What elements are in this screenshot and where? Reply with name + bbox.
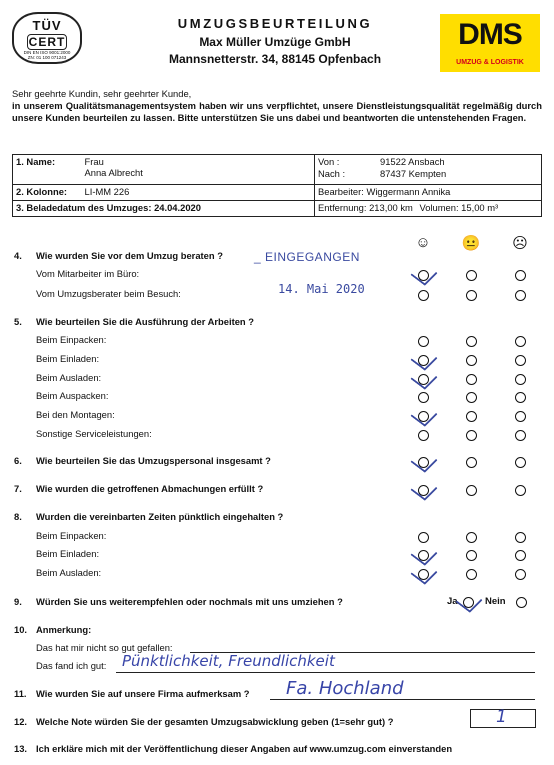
rating-radio-row2-col3[interactable] [515,290,526,301]
question-7: 7. Wie wurden die getroffenen Abmachungen erfüllt ? [14,483,264,494]
rating-radio-row1-col3[interactable] [515,270,526,281]
rating-radio-row8-col3[interactable] [515,430,526,441]
rating-radio-row7-col3[interactable] [515,411,526,422]
rating-radio-row8-col1[interactable] [418,430,429,441]
intro-text [12,88,542,124]
name-cell: 1. Name: Frau Anna Albrecht [13,155,315,185]
question-11: 11. Wie wurden Sie auf unsere Firma aufmerksam ? [14,688,250,699]
distance-cell [315,201,542,217]
q5-item-ausladen: Beim Ausladen: [36,372,102,383]
dms-logo-sub: UMZUG & LOGISTIK [456,59,524,66]
rating-radio-row8-col2[interactable] [466,430,477,441]
datum-cell: 3. Beladedatum des Umzuges: 24.04.2020 [13,201,315,217]
distance-value: Entfernung: 213,00 km [318,202,413,213]
rating-radio-row9-col2[interactable] [466,457,477,468]
greeting: Sehr geehrte Kundin, sehr geehrter Kunde, [12,88,192,99]
question-8: 8. Wurden die vereinbarten Zeiten pünktlich eingehalten ? [14,511,284,522]
rating-radio-row4-col1[interactable] [418,355,429,366]
question-9: 9. Würden Sie uns weiterempfehlen oder nochmals mit uns umziehen ? [14,596,343,607]
tuv-cert-seal [12,12,82,64]
cert-word: CERT [28,35,66,49]
rating-radio-row11-col3[interactable] [515,532,526,543]
rating-radio-row4-col2[interactable] [466,355,477,366]
q5-item-montagen: Bei den Montagen: [36,409,115,420]
q9-ja-label: Ja [447,596,458,607]
rating-radio-row12-col2[interactable] [466,550,477,561]
smile-face-icon: ☺ [415,234,431,251]
q8-item-ausladen: Beim Ausladen: [36,567,102,578]
rating-radio-row10-col1[interactable] [418,485,429,496]
q4-item-visit: Vom Umzugsberater beim Besuch: [36,288,181,299]
datum-value: 24.04.2020 [154,202,201,213]
rating-radio-row3-col2[interactable] [466,336,477,347]
received-stamp: _ EINGEGANGEN [254,250,360,264]
name-value: Anna Albrecht [84,167,143,178]
q8-item-einpacken: Beim Einpacken: [36,530,107,541]
question-10: 10. Anmerkung: [14,624,92,635]
q5-item-einpacken: Beim Einpacken: [36,334,107,345]
dms-logo-word: DMS [458,18,522,51]
rating-radio-row2-col2[interactable] [466,290,477,301]
rating-radio-row2-col1[interactable] [418,290,429,301]
rating-radio-row7-col1[interactable] [418,411,429,422]
q12-answer: 1 [496,707,507,727]
rating-radio-row10-col3[interactable] [515,485,526,496]
form-title: UMZUGSBEURTEILUNG [177,16,373,31]
rating-radio-row7-col2[interactable] [466,411,477,422]
q5-item-einladen: Beim Einladen: [36,353,100,364]
rating-radio-row12-col3[interactable] [515,550,526,561]
q5-item-sonstige: Sonstige Serviceleistungen: [36,428,152,439]
received-date-stamp: 14. Mai 2020 [278,282,365,296]
rating-radio-row11-col1[interactable] [418,532,429,543]
question-5: 5. Wie beurteilen Sie die Ausführung der Arbeiten ? [14,316,254,327]
question-6: 6. Wie beurteilen Sie das Umzugspersonal insgesamt ? [14,455,271,466]
kolonne-cell: 2. Kolonne: LI-MM 226 [13,185,315,201]
dms-logo [440,14,540,72]
question-12: 12. Welche Note würden Sie der gesamten Umzugsabwicklung geben (1=sehr gut) ? [14,716,394,727]
name-salutation: Frau [84,156,104,167]
rating-radio-row12-col1[interactable] [418,550,429,561]
kolonne-value: LI-MM 226 [84,186,130,197]
q10-pos-label: Das fand ich gut: [36,660,107,671]
volume-value: Volumen: 15,00 m³ [419,202,499,213]
q9-ja-radio[interactable] [463,597,474,608]
route-cell: Von : 91522 Ansbach Nach : 87437 Kempten [315,155,542,185]
q8-item-einladen: Beim Einladen: [36,548,100,559]
nach-value: 87437 Kempten [380,168,447,179]
von-value: 91522 Ansbach [380,156,445,167]
question-13: 13. Ich erkläre mich mit der Veröffentlichung dieser Angaben auf www.umzug.com einverstanden [14,743,453,754]
question-4: 4. Wie wurden Sie vor dem Umzug beraten ? [14,250,223,261]
bearbeiter-cell: Bearbeiter: Wiggermann Annika [315,185,542,201]
q4-item-office: Vom Mitarbeiter im Büro: [36,268,140,279]
rating-radio-row10-col2[interactable] [466,485,477,496]
rating-radio-row11-col2[interactable] [466,532,477,543]
rating-radio-row9-col3[interactable] [515,457,526,468]
rating-radio-row5-col2[interactable] [466,374,477,385]
q5-item-auspacken: Beim Auspacken: [36,390,109,401]
q9-nein-radio[interactable] [516,597,527,608]
q9-nein-label: Nein [485,596,506,607]
rating-radio-row6-col1[interactable] [418,392,429,403]
rating-radio-row1-col1[interactable] [418,270,429,281]
q11-line [270,699,535,700]
rating-radio-row13-col1[interactable] [418,569,429,580]
company-address: Mannsnetterstr. 34, 88145 Opfenbach [168,52,382,66]
q10-neg-label: Das hat mir nicht so gut gefallen: [36,642,173,653]
rating-radio-row4-col3[interactable] [515,355,526,366]
tuv-word: TÜV [32,18,62,33]
q11-answer: Fa. Hochland [286,678,404,699]
rating-radio-row9-col1[interactable] [418,457,429,468]
rating-radio-row6-col2[interactable] [466,392,477,403]
rating-radio-row13-col3[interactable] [515,569,526,580]
rating-radio-row5-col1[interactable] [418,374,429,385]
rating-radio-row6-col3[interactable] [515,392,526,403]
rating-radio-row3-col1[interactable] [418,336,429,347]
sad-face-icon: ☹ [512,235,528,252]
q10-pos-answer: Pünktlichkeit, Freundlichkeit [122,652,335,670]
rating-radio-row3-col3[interactable] [515,336,526,347]
rating-radio-row5-col3[interactable] [515,374,526,385]
customer-info-table [12,154,542,217]
q10-pos-line [116,672,535,673]
company-name: Max Müller Umzüge GmbH [199,35,351,49]
cert-standard: DIN EN ISO 9001:2000 ZN: 01 100 071243 [23,50,71,60]
intro-paragraph: in unserem Qualitätsmanagementsystem haben wir uns verpflichtet, unsere Dienstleistungsqualität regelmäßig durch unsere Kunden beurteilen zu lassen. Bitte unterstützen Sie uns dabei und beantworten die untenstehenden Fragen. [12,100,542,123]
rating-radio-row1-col2[interactable] [466,270,477,281]
rating-radio-row13-col2[interactable] [466,569,477,580]
bearbeiter-value: Wiggermann Annika [366,186,451,197]
neutral-face-icon: 😐 [461,235,481,252]
